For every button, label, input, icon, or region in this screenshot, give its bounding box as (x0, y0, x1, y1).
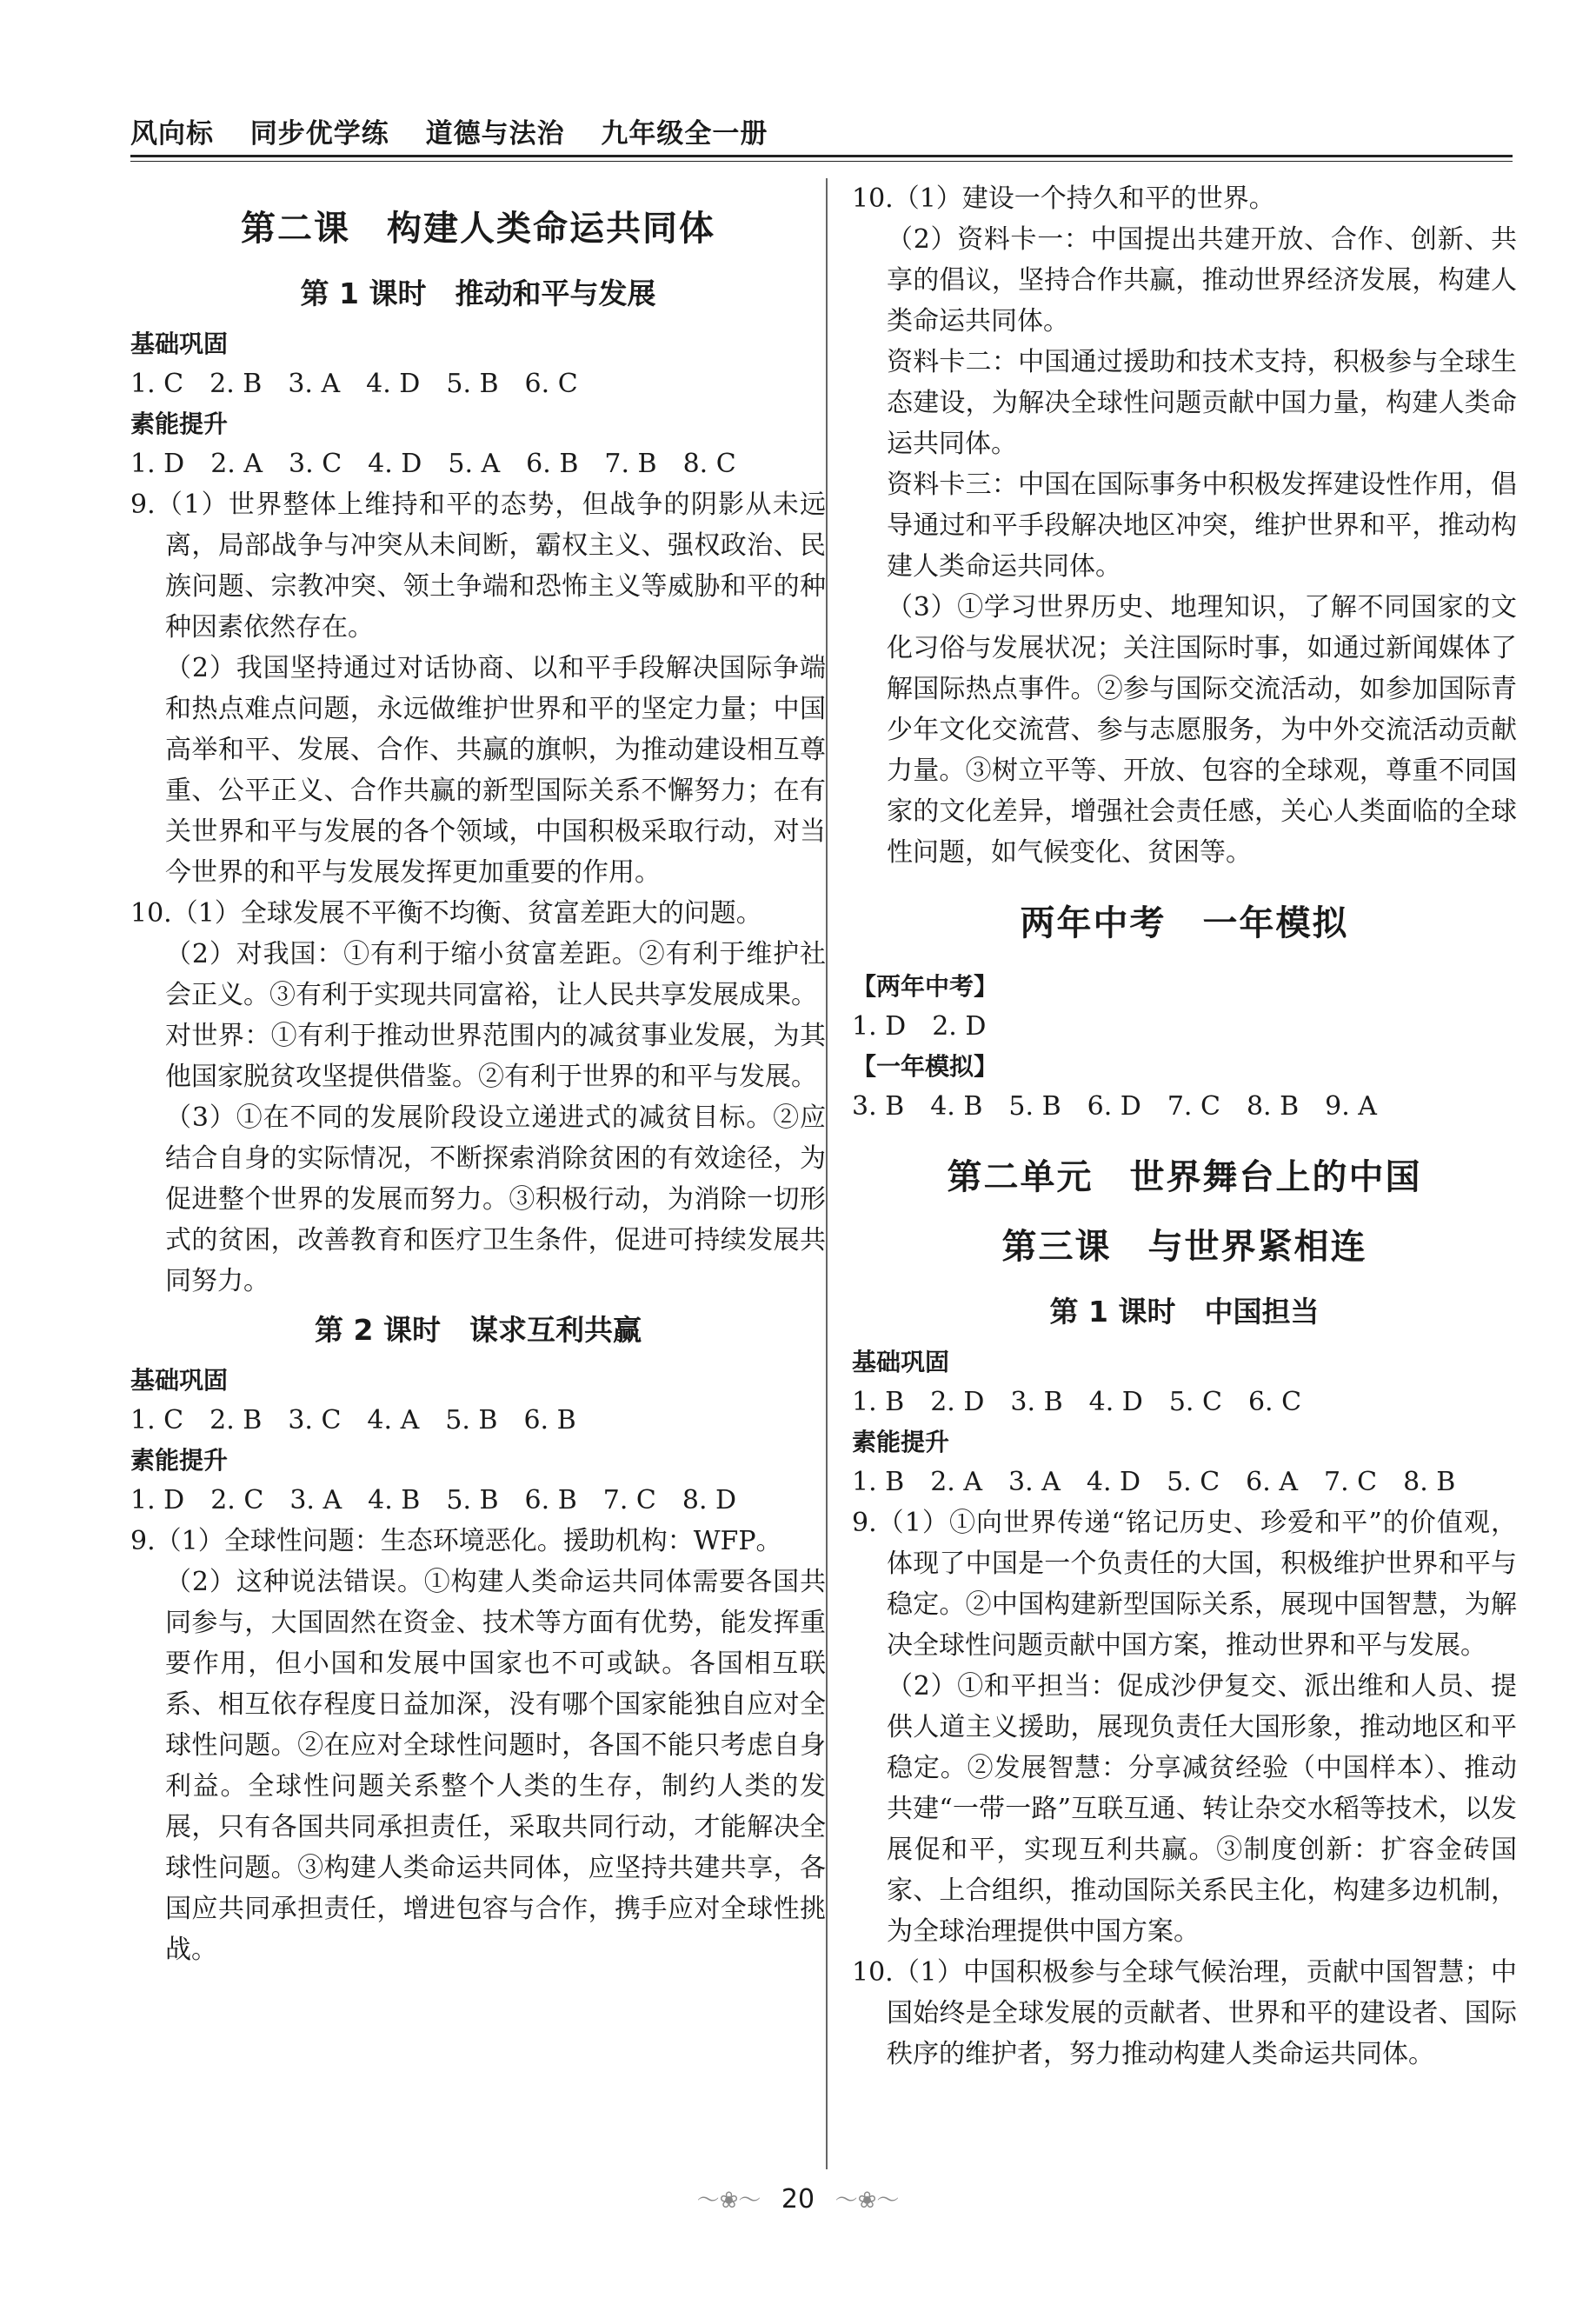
right-column (852, 178, 1517, 2075)
answer-line: 1. C 2. B 3. C 4. A 5. B 6. B (130, 1405, 576, 1435)
unit-title: 第二单元 世界舞台上的中国 (947, 1157, 1422, 1197)
header-grade: 九年级全一册 (601, 118, 768, 150)
exam-title: 两年中考 一年模拟 (1020, 903, 1349, 943)
period-title: 第 2 课时 谋求互利共赢 (315, 1313, 642, 1347)
section-label: 【两年中考】 (852, 972, 999, 1001)
answer-line: 1. C 2. B 3. A 4. D 5. B 6. C (130, 369, 578, 399)
answer-paragraph: 10.（1）建设一个持久和平的世界。 (852, 183, 1275, 214)
answer-paragraph: 10.（1）全球发展不平衡不均衡、贫富差距大的问题。 (130, 898, 762, 929)
period-title: 第 1 课时 中国担当 (1049, 1295, 1320, 1329)
answer-line: 1. B 2. A 3. A 4. D 5. C 6. A 7. C 8. B (852, 1467, 1456, 1497)
answer-paragraph: （2）资料卡一：中国提出共建开放、合作、创新、共享的倡议，坚持合作共赢，推动世界经济发展，构建人类命运共同体。 (887, 224, 1517, 336)
left-column (130, 178, 826, 1970)
header-series: 同步优学练 (249, 118, 389, 150)
section-label: 素能提升 (130, 410, 229, 438)
header-brand: 风向标 (130, 118, 214, 150)
answer-paragraph: 对世界：①有利于推动世界范围内的减贫事业发展，为其他国家脱贫攻坚提供借鉴。②有利于世界的和平与发展。 (165, 1021, 826, 1092)
section-label: 素能提升 (130, 1446, 229, 1475)
answer-paragraph: 9.（1）①向世界传递“铭记历史、珍爱和平”的价值观，体现了中国是一个负责任的大国，积极维护世界和平与稳定。②中国构建新型国际关系，展现中国智慧，为解决全球性问题贡献中国方案，推动世界和平与发展。 (852, 1508, 1517, 1661)
period-title: 第 1 课时 推动和平与发展 (300, 276, 656, 310)
answer-paragraph: （3）①在不同的发展阶段设立递进式的减贫目标。②应结合自身的实际情况，不断探索消除贫困的有效途径，为促进整个世界的发展而努力。③积极行动，为消除一切形式的贫困，改善教育和医疗卫生条件，促进可持续发展共同努力。 (165, 1102, 826, 1296)
answer-paragraph: 9.（1）全球性问题：生态环境恶化。援助机构：WFP。 (130, 1526, 782, 1556)
answer-line: 1. B 2. D 3. B 4. D 5. C 6. C (852, 1387, 1302, 1417)
ornament-left-icon: ～❀～ (696, 2188, 761, 2214)
answer-paragraph: 资料卡三：中国在国际事务中积极发挥建设性作用，倡导通过和平手段解决地区冲突，维护世界和平，推动构建人类命运共同体。 (887, 470, 1517, 582)
answer-line: 1. D 2. D (852, 1011, 987, 1042)
running-header (130, 111, 1513, 150)
section-label: 【一年模拟】 (852, 1052, 999, 1081)
lesson-title: 第三课 与世界紧相连 (1001, 1227, 1367, 1267)
lesson-title: 第二课 构建人类命运共同体 (241, 209, 715, 249)
page-number: 20 (781, 2184, 815, 2215)
answer-line: 1. D 2. C 3. A 4. B 5. B 6. B 7. C 8. D (130, 1485, 737, 1515)
answer-paragraph: 资料卡二：中国通过援助和技术支持，积极参与全球生态建设，为解决全球性问题贡献中国力量，构建人类命运共同体。 (887, 347, 1517, 459)
section-label: 基础巩固 (130, 330, 229, 358)
answer-paragraph: （3）①学习世界历史、地理知识，了解不同国家的文化习俗与发展状况；关注国际时事，如通过新闻媒体了解国际热点事件。②参与国际交流活动，如参加国际青少年文化交流营、参与志愿服务，为中外交流活动贡献力量。③树立平等、开放、包容的全球观，尊重不同国家的文化差异，增强社会责任感，关心人类面临的全球性问题，如气候变化、贫困等。 (887, 592, 1517, 868)
answer-paragraph: （2）这种说法错误。①构建人类命运共同体需要各国共同参与，大国固然在资金、技术等方面有优势，能发挥重要作用，但小国和发展中国家也不可或缺。各国相互联系、相互依存程度日益加深，没有哪个国家能独自应对全球性问题。②在应对全球性问题时，各国不能只考虑自身利益。全球性问题关系整个人类的生存，制约人类的发展，只有各国共同承担责任，采取共同行动，才能解决全球性问题。③构建人类命运共同体，应坚持共建共享，各国应共同承担责任，增进包容与合作，携手应对全球性挑战。 (165, 1567, 826, 1965)
answer-line: 1. D 2. A 3. C 4. D 5. A 6. B 7. B 8. C (130, 449, 736, 479)
answer-paragraph: 9.（1）世界整体上维持和平的态势，但战争的阴影从未远离，局部战争与冲突从未间断，霸权主义、强权政治、民族问题、宗教冲突、领土争端和恐怖主义等威胁和平的种种因素依然存在。 (130, 490, 826, 643)
answer-paragraph: 10.（1）中国积极参与全球气候治理，贡献中国智慧；中国始终是全球发展的贡献者、世界和平的建设者、国际秩序的维护者，努力推动构建人类命运共同体。 (852, 1957, 1517, 2069)
answer-paragraph: （2）对我国：①有利于缩小贫富差距。②有利于维护社会正义。③有利于实现共同富裕，让人民共享发展成果。 (165, 939, 826, 1010)
column-divider (826, 178, 828, 2169)
ornament-right-icon: ～❀～ (835, 2188, 900, 2214)
header-subject: 道德与法治 (425, 118, 565, 150)
header-rule-thin (130, 161, 1513, 162)
answer-paragraph: （2）我国坚持通过对话协商、以和平手段解决国际争端和热点难点问题，永远做维护世界和平的坚定力量；中国高举和平、发展、合作、共赢的旗帜，为推动建设相互尊重、公平正义、合作共赢的新型国际关系不懈努力；在有关世界和平与发展的各个领域，中国积极采取行动，对当今世界的和平与发展发挥更加重要的作用。 (165, 653, 826, 888)
page-footer (0, 2182, 1596, 2215)
section-label: 素能提升 (852, 1428, 950, 1456)
header-rule-thick (130, 155, 1513, 157)
answer-line: 3. B 4. B 5. B 6. D 7. C 8. B 9. A (852, 1091, 1377, 1122)
answer-paragraph: （2）①和平担当：促成沙伊复交、派出维和人员、提供人道主义援助，展现负责任大国形象，推动地区和平稳定。②发展智慧：分享减贫经验（中国样本）、推动共建“一带一路”互联互通、转让杂交水稻等技术，以发展促和平，实现互利共赢。③制度创新：扩容金砖国家、上合组织，推动国际关系民主化，构建多边机制，为全球治理提供中国方案。 (887, 1671, 1517, 1947)
section-label: 基础巩固 (852, 1348, 950, 1376)
section-label: 基础巩固 (130, 1366, 229, 1395)
